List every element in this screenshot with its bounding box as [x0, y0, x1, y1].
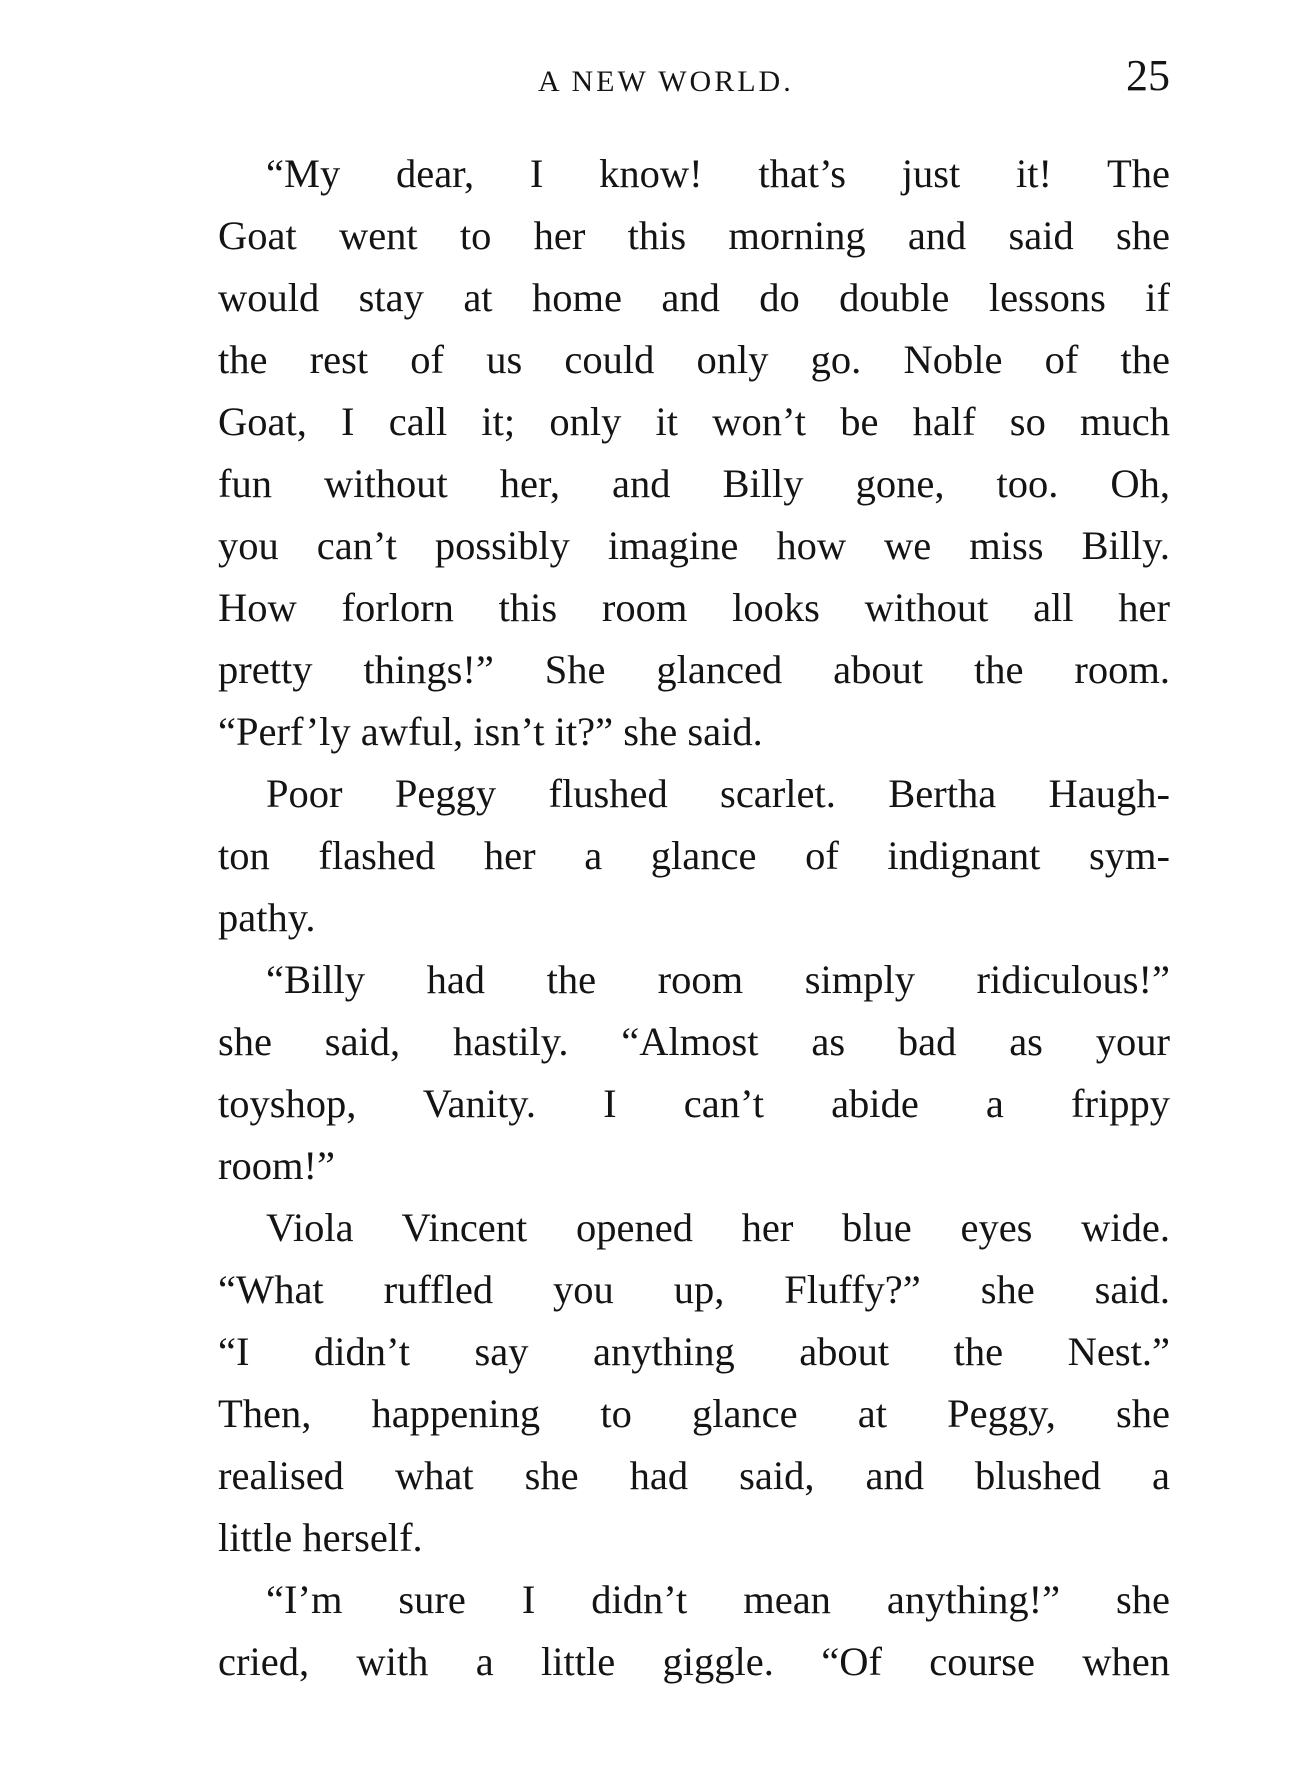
text-line: “Perf’ly awful, isn’t it?” she said.: [218, 709, 763, 754]
text-line: you can’t possibly imagine how we miss Billy.: [218, 523, 1170, 568]
running-title: A NEW WORLD.: [538, 65, 794, 98]
text-line: “My dear, I know! that’s just it! The: [266, 151, 1170, 196]
text-line: pretty things!” She glanced about the room.: [218, 647, 1170, 692]
paragraph: [218, 143, 1170, 763]
text-line: ton flashed her a glance of indignant sym-: [218, 833, 1170, 878]
text-line: “I’m sure I didn’t mean anything!” she: [266, 1577, 1170, 1622]
paragraph: [218, 763, 1170, 949]
text-line: cried, with a little giggle. “Of course when: [218, 1639, 1170, 1684]
text-line: little herself.: [218, 1515, 423, 1560]
page-number: 25: [1126, 51, 1170, 100]
text-line: Goat, I call it; only it won’t be half so much: [218, 399, 1170, 444]
text-line: room!”: [218, 1143, 335, 1188]
text-line: toyshop, Vanity. I can’t abide a frippy: [218, 1081, 1170, 1126]
text-line: fun without her, and Billy gone, too. Oh,: [218, 461, 1170, 506]
running-head: [218, 50, 1170, 110]
paragraph: [218, 1569, 1170, 1693]
text-line: the rest of us could only go. Noble of the: [218, 337, 1170, 382]
text-line: realised what she had said, and blushed a: [218, 1453, 1170, 1498]
book-page: [218, 0, 1170, 1766]
text-line: How forlorn this room looks without all her: [218, 585, 1170, 630]
paragraph: [218, 1197, 1170, 1569]
text-line: “I didn’t say anything about the Nest.”: [218, 1329, 1170, 1374]
text-line: would stay at home and do double lessons if: [218, 275, 1170, 320]
paragraph: [218, 949, 1170, 1197]
text-line: Then, happening to glance at Peggy, she: [218, 1391, 1170, 1436]
text-line: “What ruffled you up, Fluffy?” she said.: [218, 1267, 1170, 1312]
text-line: she said, hastily. “Almost as bad as your: [218, 1019, 1170, 1064]
text-line: Poor Peggy flushed scarlet. Bertha Haugh-: [266, 771, 1170, 816]
text-line: Goat went to her this morning and said she: [218, 213, 1170, 258]
text-line: Viola Vincent opened her blue eyes wide.: [266, 1205, 1170, 1250]
body-text: [218, 143, 1170, 1693]
text-line: pathy.: [218, 895, 316, 940]
text-line: “Billy had the room simply ridiculous!”: [266, 957, 1170, 1002]
